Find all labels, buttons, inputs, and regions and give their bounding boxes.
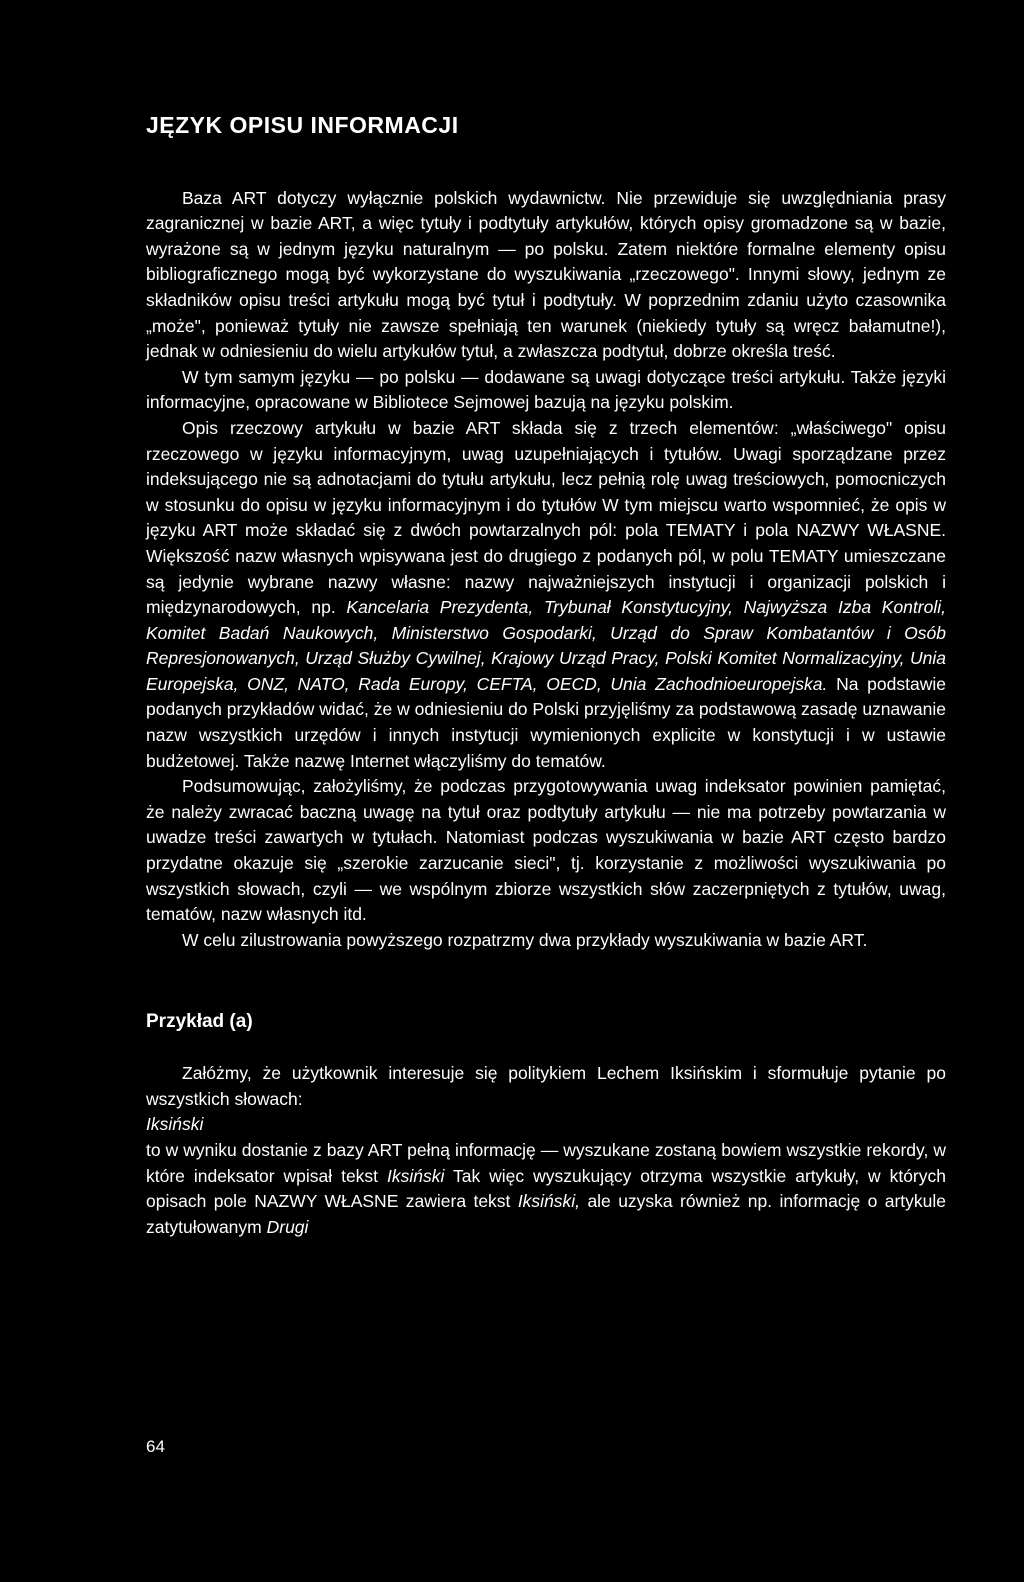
paragraph: [146, 365, 946, 416]
text-run: Podsumowując, założyliśmy, że podczas przygotowywania uwag indeksator powinien pamiętać, że należy zwracać baczną uwagę na tytuł oraz podtytuły artykułu — nie ma potrzeby powtarzania w uwadze treści zawartych w tytułach. Natomiast podczas wyszukiwania w bazie ART często bardzo przydatne okazuje się „szerokie zarzucanie sieci", tj. korzystanie z możliwości wyszukiwania po wszystkich słowach, czyli — we wspólnym zbiorze wszystkich słów zaczerpniętych z tytułów, uwag, tematów, nazw własnych itd.: [146, 776, 946, 925]
paragraph: [146, 186, 946, 365]
paragraph: [146, 774, 946, 928]
example-block: [146, 1061, 946, 1240]
paragraph: [146, 928, 946, 954]
text-run: Baza ART dotyczy wyłącznie polskich wydawnictw. Nie przewiduje się uwzględniania prasy zagranicznej w bazie ART, a więc tytuły i podtytuły artykułów, których opisy gromadzone są w bazie, wyrażone są w jednym języku naturalnym — po polsku. Zatem niektóre formalne elementy opisu bibliograficznego mogą być wykorzystane do wyszukiwania „rzeczowego". Innymi słowy, jednym ze składników opisu treści artykułu mogą być tytuł i podtytuły. W poprzednim zdaniu użyto czasownika „może", ponieważ tytuły nie zawsze spełniają ten warunek (niekiedy tytuły są wręcz bałamutne!), jednak w odniesieniu do wielu artykułów tytuł, a zwłaszcza podtytuł, dobrze określa treść.: [146, 187, 946, 362]
text-run: Opis rzeczowy artykułu w bazie ART składa się z trzech elementów: „właściwego" opisu rzeczowego w języku informacyjnym, uwag uzupełniających i tytułów. Uwagi sporządzane przez indeksującego nie są adnotacjami do tytułu artykułu, lecz pełnią rolę uwag treściowych, pomocniczych w stosunku do opisu w języku informacyjnym i do tytułów W tym miejscu warto wspomnieć, że opis w języku ART może składać się z dwóch powtarzalnych pól: pola TEMATY i pola NAZWY WŁASNE. Większość nazw własnych wpisywana jest do drugiego z podanych pól, w polu TEMATY umieszczane są jedynie wybrane nazwy własne: nazwy najważniejszych instytucji i organizacji polskich i międzynarodowych, np.: [146, 417, 946, 618]
text-run: ale uzyska również np. informację o artykule zatytułowanym: [146, 1191, 946, 1237]
italic-text-run: Iksiński: [386, 1165, 445, 1186]
text-run: W celu zilustrowania powyższego rozpatrzmy dwa przykłady wyszukiwania w bazie ART.: [182, 929, 868, 950]
page-number: 64: [146, 1437, 165, 1456]
text-run: W tym samym języku — po polsku — dodawane są uwagi dotyczące treści artykułu. Także języki informacyjne, opracowane w Bibliotece Sejmowej bazują na języku polskim.: [146, 366, 946, 413]
italic-text-run: Drugi: [266, 1216, 309, 1237]
text-run: Tak więc wyszukujący otrzyma wszystkie artykuły, w których opisach pole NAZWY WŁASNE zawiera tekst: [146, 1165, 946, 1212]
example-continuation: [146, 1138, 946, 1240]
body-text: [146, 186, 946, 954]
text-run: Na podstawie podanych przykładów widać, że w odniesieniu do Polski przyjęliśmy za podstawową zasadę uznawanie nazw wszystkich urzędów i innych instytucji wymienionych explicite w konstytucji i w ustawie budżetowej. Także nazwę Internet włączyliśmy do tematów.: [146, 673, 946, 771]
document-page: [146, 112, 946, 1240]
example-query: Iksiński: [146, 1114, 204, 1135]
text-run: to w wyniku dostanie z bazy ART pełną informację — wyszukane zostaną bowiem wszystkie rekordy, w które indeksator wpisał tekst: [146, 1139, 946, 1186]
example-heading: Przykład (a): [146, 1011, 253, 1033]
section-title: JĘZYK OPISU INFORMACJI: [146, 112, 459, 138]
italic-text-run: Iksiński,: [517, 1191, 581, 1212]
example-intro: Załóżmy, że użytkownik interesuje się politykiem Lechem Iksińskim i sformułuje pytanie po wszystkich słowach:: [146, 1063, 946, 1109]
paragraph: [146, 416, 946, 774]
italic-text-run: Kancelaria Prezydenta, Trybunał Konstytucyjny, Najwyższa Izba Kontroli, Komitet Badań Naukowych, Ministerstwo Gospodarki, Urząd do Spraw Kombatantów i Osób Represjonowanych, Urząd Służby Cywilnej, Krajowy Urząd Pracy, Polski Komitet Normalizacyjny, Unia Europejska, ONZ, NATO, Rada Europy, CEFTA, OECD, Unia Zachodnioeuropejska.: [146, 597, 946, 694]
